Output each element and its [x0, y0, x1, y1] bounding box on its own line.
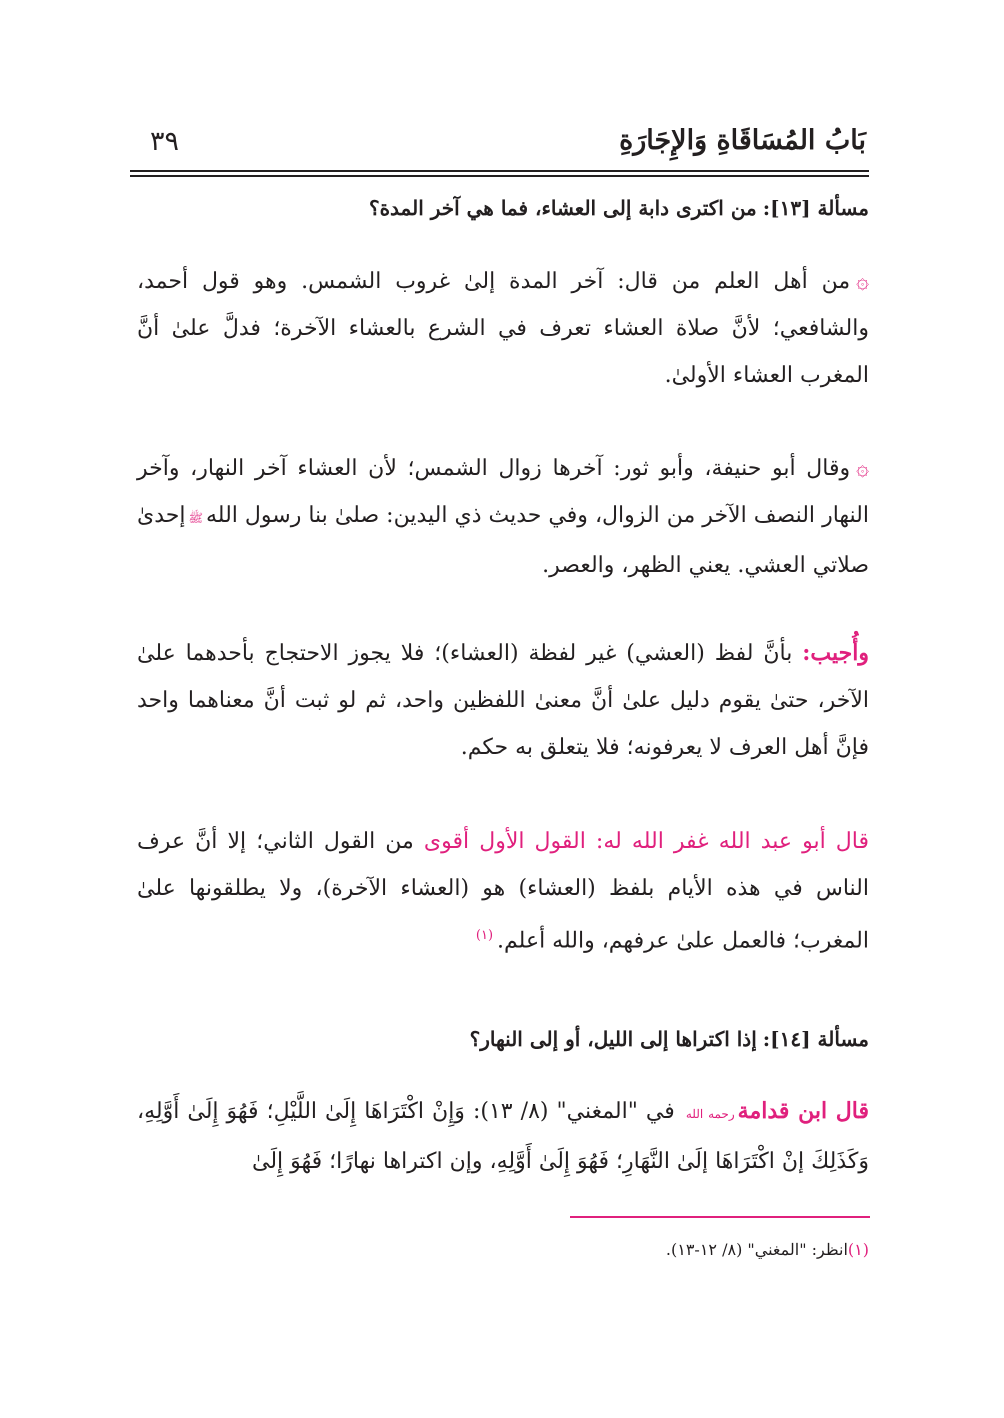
paragraph-text: بأنَّ لفظ (العشي) غير لفظة (العشاء)؛ فلا يجوز الاحتجاج بأحدهما علىٰ الآخر، حتىٰ يقوم دليل علىٰ أنَّ معنىٰ اللفظين واحد، ثم لو ثبت أنَّ معناهما واحد فإنَّ أهل العرف لا يعرفونه؛ فلا يتعلق به حكم.	[137, 641, 869, 760]
paragraph-3	[137, 630, 869, 771]
paragraph-2	[137, 445, 869, 589]
question-13-heading	[369, 196, 869, 220]
paragraph-1	[137, 258, 869, 399]
paragraph-5	[137, 1088, 869, 1185]
header-rule-top	[130, 170, 869, 172]
footnote	[666, 1240, 869, 1259]
question-14-heading	[470, 1027, 869, 1051]
quote-lead: قال ابن قدامة	[737, 1098, 869, 1124]
paragraph-ornament-icon: ۞	[856, 456, 869, 481]
answer-lead: وأُجيب:	[802, 640, 869, 666]
paragraph-text: وقال أبو حنيفة، وأبو ثور: آخرها زوال الشمس؛ لأن العشاء آخر النهار، وآخر النهار النصف الآخر من الزوال، وفي حديث ذي اليدين: صلىٰ بنا رسول الله	[137, 456, 869, 528]
running-header-title: بَابُ المُسَاقَاةِ وَالإِجَارَةِ	[619, 125, 866, 156]
honorific-glyph: ﷺ	[188, 511, 203, 525]
honorific-glyph: رحمه الله	[685, 1107, 735, 1121]
paragraph-text: من القول الثاني؛ إلا أنَّ عرف الناس في هذه الأيام بلفظ (العشاء) هو (العشاء الآخرة)، ولا يطلقونها علىٰ المغرب؛ فالعمل علىٰ عرفهم، والله أعلم.	[137, 829, 869, 954]
author-opinion-lead: قال أبو عبد الله غفر الله له: القول الأول أقوى	[423, 829, 869, 854]
header-rule-bottom	[130, 175, 869, 177]
question-text: من اكترى دابة إلى العشاء، فما هي آخر المدة؟	[368, 196, 757, 220]
footnote-text: انظر: "المغني" (٨/ ١٢-١٣).	[665, 1240, 848, 1259]
footnote-number: (١)	[847, 1240, 869, 1259]
question-text: إذا اكتراها إلى الليل، أو إلى النهار؟	[469, 1027, 757, 1051]
paragraph-text-cont: إحدىٰ صلاتي العشي. يعني الظهر، والعصر.	[137, 503, 869, 578]
paragraph-text: في "المغني" (٨/ ١٣): وَإِنْ اكْتَرَاهَا إِلَىٰ اللَّيْلِ؛ فَهُوَ إِلَىٰ أَوَّلِهِ، وَكَذَلِكَ إنْ اكْتَرَاهَا إلَىٰ النَّهَارِ؛ فَهُوَ إِلَىٰ أَوَّلِهِ، وإن اكتراها نهارًا؛ فَهُوَ إِلَىٰ	[137, 1099, 869, 1174]
question-label: مسألة [١٣]:	[762, 196, 869, 220]
paragraph-4	[137, 818, 869, 964]
footnote-separator	[570, 1216, 870, 1218]
paragraph-ornament-icon: ۞	[856, 269, 869, 294]
footnote-reference[interactable]: (١)	[475, 928, 494, 943]
page-number: ٣٩	[150, 126, 180, 157]
paragraph-text: من أهل العلم من قال: آخر المدة إلىٰ غروب الشمس. وهو قول أحمد، والشافعي؛ لأنَّ صلاة العشاء تعرف في الشرع بالعشاء الآخرة؛ فدلَّ علىٰ أنَّ المغرب العشاء الأولىٰ.	[137, 269, 869, 388]
question-label: مسألة [١٤]:	[762, 1027, 869, 1051]
